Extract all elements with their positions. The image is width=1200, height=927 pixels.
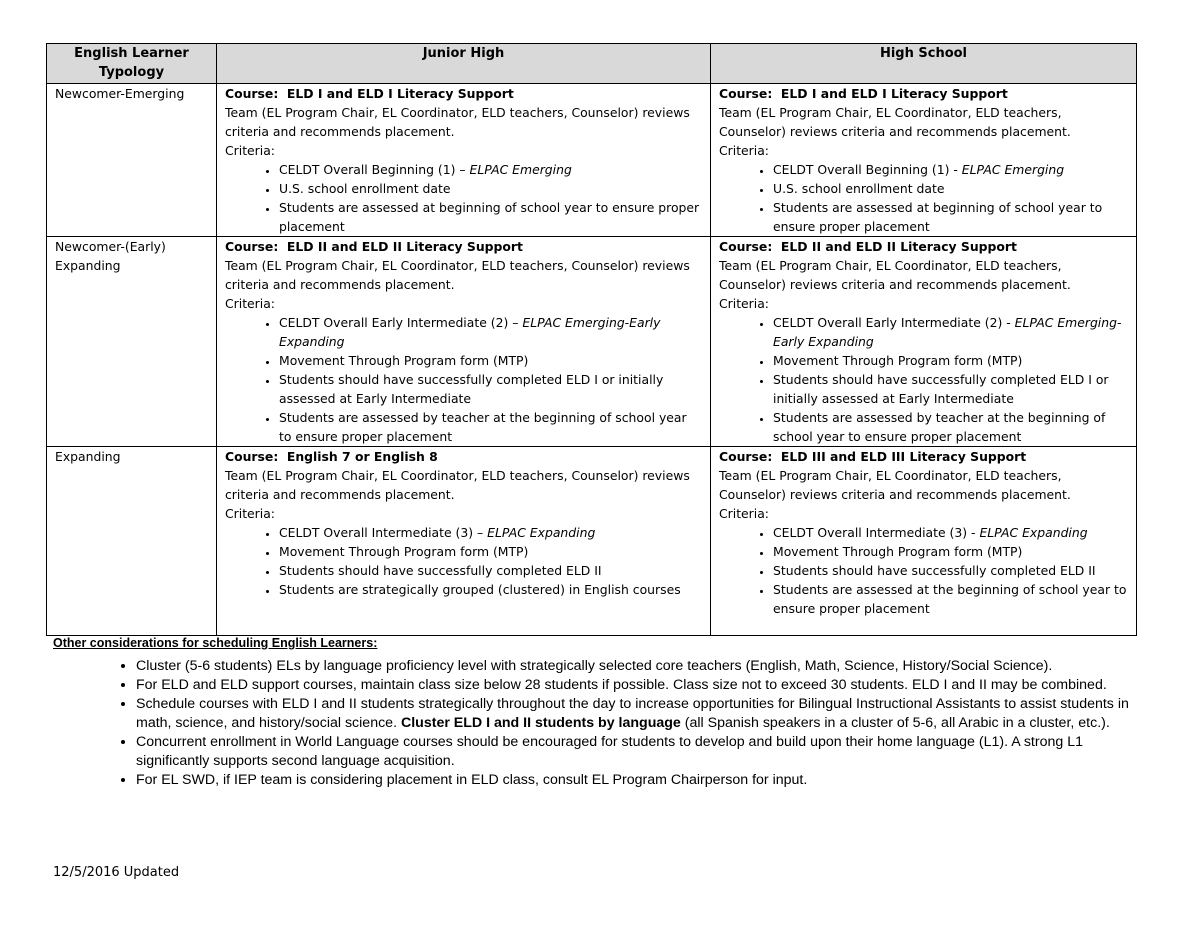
criteria-item [773, 179, 1128, 198]
table-row [47, 237, 1137, 447]
placement-table [46, 43, 1137, 636]
header-high-school: High School [711, 44, 1137, 84]
criteria-text: Students are assessed at beginning of school year to ensure proper placement [279, 200, 700, 234]
high-school-cell [711, 237, 1137, 447]
criteria-item [773, 351, 1128, 370]
criteria-elpac-level: ELPAC Emerging [961, 162, 1065, 177]
criteria-elpac-level: ELPAC Emerging-Early Expanding [279, 315, 661, 349]
consideration-text: For ELD and ELD support courses, maintain class size below 28 students if possible. Class size not to exceed 30 students. ELD I and II may be combined. [136, 677, 1107, 693]
team-description: Team (EL Program Chair, EL Coordinator, ELD teachers, Counselor) reviews criteria and recommends placement. [225, 105, 690, 139]
criteria-text: Students are assessed at the beginning of school year to ensure proper placement [773, 582, 1127, 616]
criteria-item [773, 370, 1128, 408]
consideration-text-after: (all Spanish speakers in a cluster of 5-6, all Arabic in a cluster, etc.). [680, 715, 1110, 731]
criteria-text: Students should have successfully completed ELD I or initially assessed at Early Intermediate [773, 372, 1109, 406]
course-title: Course: English 7 or English 8 [225, 449, 438, 464]
criteria-label: Criteria: [719, 296, 769, 311]
criteria-elpac-level: ELPAC Expanding [979, 525, 1088, 540]
considerations-list [53, 657, 1133, 790]
table-header-row [47, 44, 1137, 84]
criteria-text: Movement Through Program form (MTP) [279, 353, 529, 368]
criteria-text: Movement Through Program form (MTP) [773, 353, 1023, 368]
table-row [47, 84, 1137, 237]
criteria-item [279, 179, 702, 198]
criteria-item [279, 198, 702, 236]
criteria-item [773, 542, 1128, 561]
other-considerations [53, 634, 1133, 790]
criteria-label: Criteria: [719, 506, 769, 521]
header-junior-high: Junior High [217, 44, 711, 84]
consideration-item [136, 657, 1133, 676]
team-description: Team (EL Program Chair, EL Coordinator, ELD teachers, Counselor) reviews criteria and recommends placement. [719, 105, 1071, 139]
criteria-text: Students should have successfully completed ELD II [279, 563, 602, 578]
team-description: Team (EL Program Chair, EL Coordinator, ELD teachers, Counselor) reviews criteria and recommends placement. [225, 258, 690, 292]
criteria-text: CELDT Overall Intermediate (3) - [773, 525, 980, 540]
criteria-text: Students should have successfully completed ELD II [773, 563, 1096, 578]
criteria-item [279, 542, 702, 561]
criteria-item [279, 313, 702, 351]
course-title: Course: ELD II and ELD II Literacy Support [225, 239, 523, 254]
criteria-list [719, 523, 1128, 618]
updated-date: 12/5/2016 Updated [53, 865, 180, 880]
criteria-list [225, 313, 702, 446]
high-school-cell [711, 84, 1137, 237]
consideration-item [136, 733, 1133, 771]
criteria-text: U.S. school enrollment date [773, 181, 945, 196]
criteria-text: Students should have successfully completed ELD I or initially assessed at Early Intermediate [279, 372, 664, 406]
criteria-text: Students are strategically grouped (clustered) in English courses [279, 582, 681, 597]
criteria-item [773, 523, 1128, 542]
other-considerations-title: Other considerations for scheduling English Learners: [53, 636, 378, 650]
header-typology: English Learner Typology [47, 44, 217, 84]
criteria-elpac-level: ELPAC Expanding [487, 525, 596, 540]
team-description: Team (EL Program Chair, EL Coordinator, ELD teachers, Counselor) reviews criteria and recommends placement. [225, 468, 690, 502]
criteria-text: CELDT Overall Early Intermediate (2) - [773, 315, 1015, 330]
consideration-text: Schedule courses with ELD I and II students strategically throughout the day to increase opportunities for Bilingual Instructional Assistants to assist students in math, science, and history/social science. [136, 696, 1129, 731]
criteria-text: U.S. school enrollment date [279, 181, 451, 196]
consideration-emphasis: Cluster ELD I and II students by language [400, 715, 681, 731]
criteria-item [773, 160, 1128, 179]
criteria-item [279, 160, 702, 179]
criteria-item [279, 351, 702, 370]
consideration-item [136, 695, 1133, 733]
junior-high-cell [217, 84, 711, 237]
criteria-label: Criteria: [719, 143, 769, 158]
criteria-item [773, 561, 1128, 580]
criteria-text: Movement Through Program form (MTP) [279, 544, 529, 559]
high-school-cell [711, 447, 1137, 636]
criteria-label: Criteria: [225, 143, 275, 158]
typology-cell: Newcomer-(Early) Expanding [47, 237, 217, 447]
team-description: Team (EL Program Chair, EL Coordinator, ELD teachers, Counselor) reviews criteria and recommends placement. [719, 258, 1071, 292]
criteria-list [225, 523, 702, 599]
criteria-text: Students are assessed at beginning of school year to ensure proper placement [773, 200, 1103, 234]
criteria-text: CELDT Overall Intermediate (3) – [279, 525, 488, 540]
criteria-text: CELDT Overall Early Intermediate (2) – [279, 315, 523, 330]
criteria-list [225, 160, 702, 236]
criteria-item [773, 408, 1128, 446]
criteria-text: Movement Through Program form (MTP) [773, 544, 1023, 559]
criteria-text: CELDT Overall Beginning (1) – [279, 162, 470, 177]
criteria-item [279, 561, 702, 580]
criteria-item [279, 523, 702, 542]
criteria-elpac-level: ELPAC Emerging [469, 162, 572, 177]
consideration-item [136, 771, 1133, 790]
typology-cell: Newcomer-Emerging [47, 84, 217, 237]
criteria-item [773, 313, 1128, 351]
course-title: Course: ELD I and ELD I Literacy Support [225, 86, 514, 101]
criteria-item [773, 198, 1128, 236]
course-title: Course: ELD III and ELD III Literacy Support [719, 449, 1027, 464]
criteria-label: Criteria: [225, 506, 275, 521]
criteria-item [279, 408, 702, 446]
course-title: Course: ELD I and ELD I Literacy Support [719, 86, 1008, 101]
junior-high-cell [217, 447, 711, 636]
criteria-item [773, 580, 1128, 618]
consideration-item [136, 676, 1133, 695]
criteria-text: Students are assessed by teacher at the beginning of school year to ensure proper placement [773, 410, 1106, 444]
junior-high-cell [217, 237, 711, 447]
consideration-text: Cluster (5-6 students) ELs by language proficiency level with strategically selected core teachers (English, Math, Science, History/Social Science). [136, 658, 1053, 674]
criteria-item [279, 370, 702, 408]
course-title: Course: ELD II and ELD II Literacy Support [719, 239, 1017, 254]
consideration-text: Concurrent enrollment in World Language courses should be encouraged for students to develop and build upon their home language (L1). A strong L1 significantly supports second language acquisition. [136, 734, 1083, 769]
team-description: Team (EL Program Chair, EL Coordinator, ELD teachers, Counselor) reviews criteria and recommends placement. [719, 468, 1071, 502]
typology-cell: Expanding [47, 447, 217, 636]
consideration-text: For EL SWD, if IEP team is considering placement in ELD class, consult EL Program Chairperson for input. [136, 772, 808, 788]
criteria-text: Students are assessed by teacher at the beginning of school year to ensure proper placement [279, 410, 687, 444]
criteria-item [279, 580, 702, 599]
criteria-text: CELDT Overall Beginning (1) - [773, 162, 962, 177]
criteria-list [719, 313, 1128, 446]
criteria-elpac-level: ELPAC Emerging-Early Expanding [773, 315, 1122, 349]
criteria-label: Criteria: [225, 296, 275, 311]
table-row [47, 447, 1137, 636]
criteria-list [719, 160, 1128, 236]
